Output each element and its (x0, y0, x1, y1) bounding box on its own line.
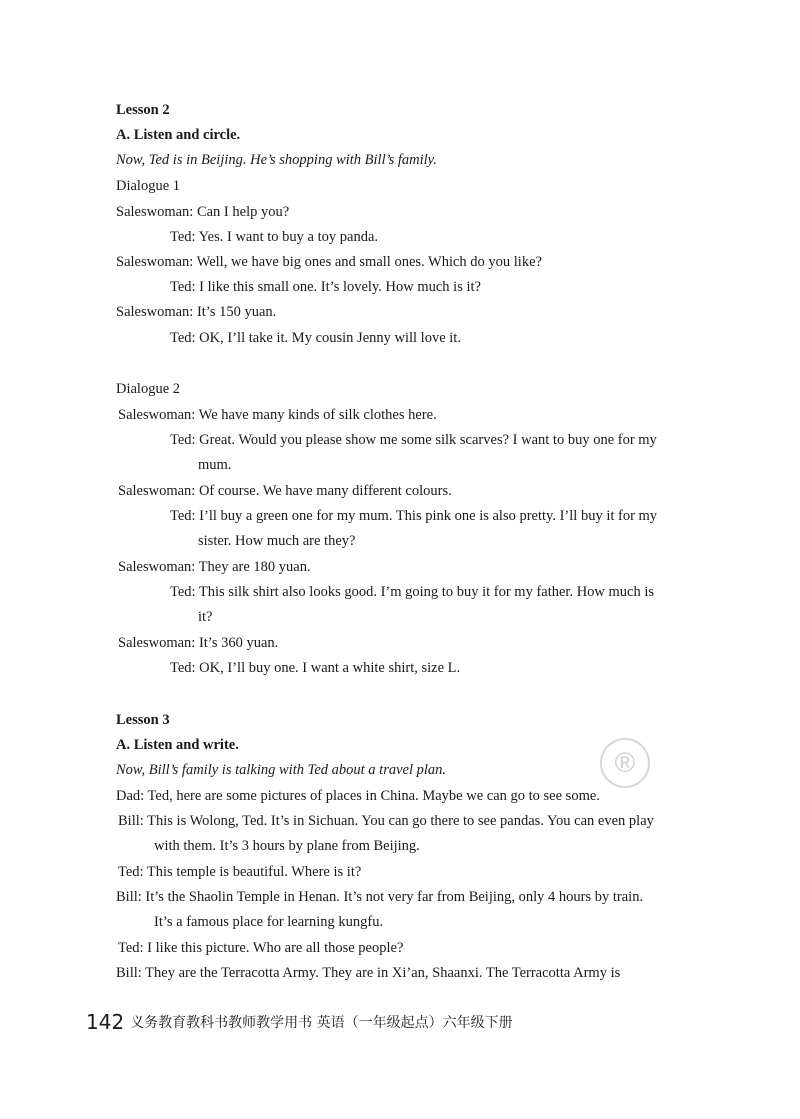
dialogue-line: Ted: Great. Would you please show me some silk scarves? I want to buy one for my (170, 432, 657, 448)
dialogue-line-continuation: It’s a famous place for learning kungfu. (154, 914, 384, 930)
dialogue-line: Saleswoman: Of course. We have many different colours. (118, 483, 452, 499)
book-title: 义务教育教科书教师教学用书 英语（一年级起点）六年级下册 (130, 1015, 513, 1031)
dialogue-line: Ted: OK, I’ll buy one. I want a white shirt, size L. (170, 660, 461, 676)
dialogue-line: Saleswoman: It’s 150 yuan. (116, 304, 277, 320)
dialogue-line-continuation: with them. It’s 3 hours by plane from Beijing. (154, 838, 420, 854)
dialogue-line: Saleswoman: Well, we have big ones and small ones. Which do you like? (116, 254, 542, 270)
lesson3-intro: Now, Bill’s family is talking with Ted about a travel plan. (116, 762, 447, 778)
dialogue-line: Dad: Ted, here are some pictures of places in China. Maybe we can go to see some. (116, 788, 600, 804)
dialogue-line-continuation: it? (198, 609, 213, 625)
dialogue-line: Saleswoman: They are 180 yuan. (118, 559, 311, 575)
lesson3-section-heading: A. Listen and write. (116, 737, 239, 753)
dialogue-line-continuation: mum. (198, 457, 232, 473)
dialogue-line: Ted: I’ll buy a green one for my mum. This pink one is also pretty. I’ll buy it for my (170, 508, 658, 524)
dialogue-line-continuation: sister. How much are they? (198, 533, 356, 549)
dialogue-line: Bill: They are the Terracotta Army. They are in Xi’an, Shaanxi. The Terracotta Army is (116, 965, 621, 981)
dialogue-line: Ted: Yes. I want to buy a toy panda. (170, 229, 378, 245)
registered-watermark: ® (600, 738, 650, 788)
dialogue-line: Ted: I like this picture. Who are all those people? (118, 940, 404, 956)
lesson2-intro: Now, Ted is in Beijing. He’s shopping with Bill’s family. (116, 152, 437, 168)
dialogue2-label: Dialogue 2 (116, 381, 181, 397)
lesson2-section-heading: A. Listen and circle. (116, 127, 241, 143)
dialogue-line: Ted: This silk shirt also looks good. I’m going to buy it for my father. How much is (170, 584, 655, 600)
dialogue-line: Ted: I like this small one. It’s lovely. How much is it? (170, 279, 481, 295)
page-footer (86, 1010, 513, 1036)
dialogue-line: Saleswoman: It’s 360 yuan. (118, 635, 279, 651)
dialogue-line: Bill: It’s the Shaolin Temple in Henan. It’s not very far from Beijing, only 4 hours by train. (116, 889, 644, 905)
dialogue1-label: Dialogue 1 (116, 178, 181, 194)
dialogue-line: Saleswoman: Can I help you? (116, 204, 290, 220)
dialogue-line: Saleswoman: We have many kinds of silk clothes here. (118, 407, 437, 423)
lesson2-title: Lesson 2 (116, 102, 170, 118)
dialogue-line: Ted: This temple is beautiful. Where is it? (118, 864, 362, 880)
page-number: 142 (86, 1010, 125, 1034)
dialogue-line: Ted: OK, I’ll take it. My cousin Jenny will love it. (170, 330, 461, 346)
lesson3-title: Lesson 3 (116, 712, 170, 728)
dialogue-line: Bill: This is Wolong, Ted. It’s in Sichuan. You can go there to see pandas. You can even play (118, 813, 654, 829)
